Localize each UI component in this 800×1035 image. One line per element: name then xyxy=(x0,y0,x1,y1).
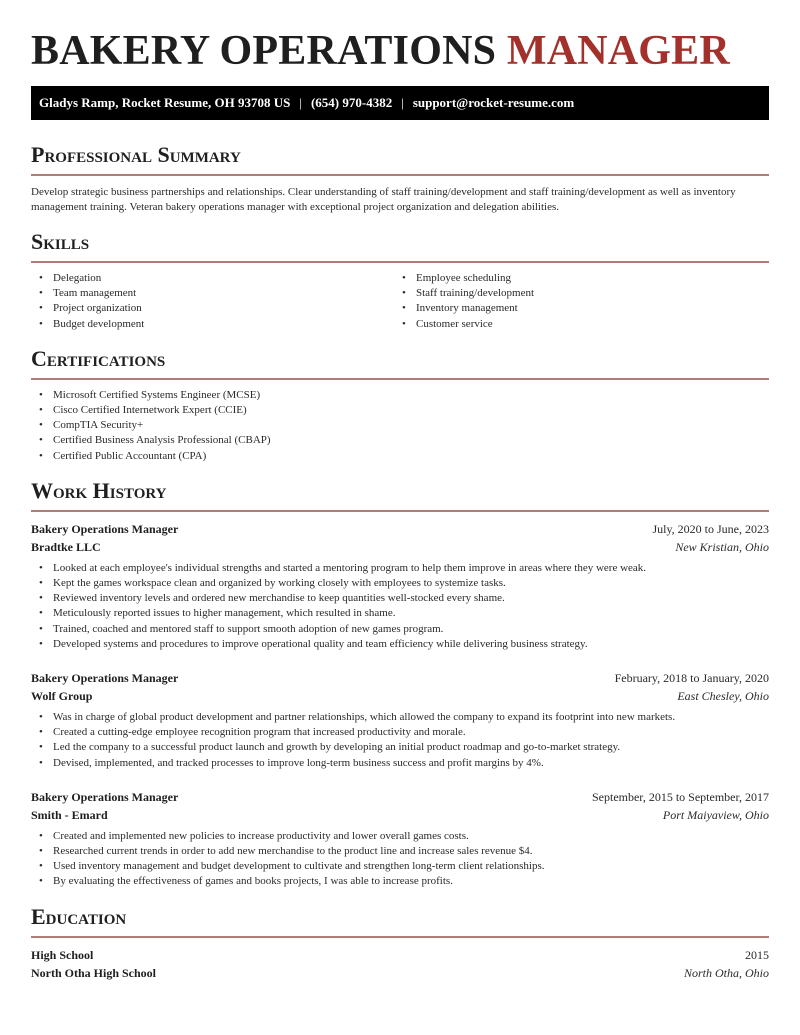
job-bullet: • Researched current trends in order to add new merchandise to the product line and increase sales revenue $4. xyxy=(31,844,769,859)
job-location: Port Maiyaview, Ohio xyxy=(662,807,769,822)
section-divider xyxy=(31,261,769,263)
job-dates: September, 2015 to September, 2017 xyxy=(591,789,769,804)
resume-title xyxy=(31,0,769,74)
skill-item: • Project organization xyxy=(31,301,394,316)
section-heading-skills: Skills xyxy=(31,229,90,254)
contact-separator: | xyxy=(401,95,404,110)
education-header-row xyxy=(31,946,769,964)
job-bullets xyxy=(31,710,769,771)
job-bullets xyxy=(31,829,769,890)
section-heading-certifications: Certifications xyxy=(31,345,166,371)
job-company-row xyxy=(31,806,769,824)
job-bullet: • Kept the games workspace clean and organized by working closely with employees to systemize tasks. xyxy=(31,576,769,591)
work-history-section xyxy=(31,478,769,890)
job-bullet: • Led the company to a successful product launch and growth by developing an initial product roadmap and go-to-market strategy. xyxy=(31,740,769,755)
education-location: North Otha, Ohio xyxy=(683,965,769,980)
section-divider xyxy=(31,378,769,380)
job-location: New Kristian, Ohio xyxy=(675,539,769,554)
education-section xyxy=(31,904,769,982)
certifications-list xyxy=(31,388,769,464)
job-entry xyxy=(31,788,769,890)
job-title: Bakery Operations Manager xyxy=(31,789,179,804)
job-bullet: • Created a cutting-edge employee recognition program that increased productivity and morale. xyxy=(31,725,769,740)
job-bullet: • Was in charge of global product development and partner relationships, which allowed the company to expand its footprint into new markets. xyxy=(31,710,769,725)
skill-item: • Inventory management xyxy=(394,301,757,316)
skills-right-column xyxy=(394,271,757,332)
education-degree: High School xyxy=(31,947,94,962)
job-dates: July, 2020 to June, 2023 xyxy=(652,521,769,536)
certification-item: • Certified Public Accountant (CPA) xyxy=(31,449,769,464)
job-title: Bakery Operations Manager xyxy=(31,671,179,686)
job-header-row xyxy=(31,520,769,538)
skill-item: • Employee scheduling xyxy=(394,271,757,286)
education-entry xyxy=(31,946,769,982)
skill-item: • Delegation xyxy=(31,271,394,286)
section-heading-summary: Professional Summary xyxy=(31,142,241,167)
contact-phone: (654) 970-4382 xyxy=(310,95,393,110)
job-bullet: • Trained, coached and mentored staff to support smooth adoption of new games program. xyxy=(31,622,769,637)
job-bullet: • Meticulously reported issues to higher management, which resulted in shame. xyxy=(31,606,769,621)
skills-left-column xyxy=(31,271,394,332)
education-school-row xyxy=(31,964,769,982)
section-divider xyxy=(31,510,769,512)
job-entry xyxy=(31,669,769,771)
skills-section xyxy=(31,229,769,332)
job-bullet: • Used inventory management and budget development to cultivate and strengthen long-term client relationships. xyxy=(31,859,769,874)
job-bullet: • Created and implemented new policies to increase productivity and lower overall games costs. xyxy=(31,829,769,844)
skills-columns xyxy=(31,271,769,332)
education-year: 2015 xyxy=(745,947,769,962)
job-company-row xyxy=(31,687,769,705)
job-company: Smith - Emard xyxy=(31,807,108,822)
job-bullet: • By evaluating the effectiveness of games and books projects, I was able to increase profits. xyxy=(31,874,769,889)
section-heading-education: Education xyxy=(31,903,127,929)
job-title: Bakery Operations Manager xyxy=(31,521,179,536)
skill-item: • Staff training/development xyxy=(394,286,757,301)
contact-bar xyxy=(31,86,769,120)
contact-separator: | xyxy=(299,95,302,110)
job-location: East Chesley, Ohio xyxy=(677,689,769,704)
job-header-row xyxy=(31,669,769,687)
skill-item: • Team management xyxy=(31,286,394,301)
job-company: Bradtke LLC xyxy=(31,539,101,554)
section-divider xyxy=(31,174,769,176)
education-school: North Otha High School xyxy=(31,965,157,980)
contact-email: support@rocket-resume.com xyxy=(412,95,575,110)
job-entry xyxy=(31,520,769,652)
certification-item: • CompTIA Security+ xyxy=(31,418,769,433)
job-bullet: • Looked at each employee's individual strengths and started a mentoring program to help them improve in areas where they were weak. xyxy=(31,561,769,576)
certification-item: • Microsoft Certified Systems Engineer (MCSE) xyxy=(31,388,769,403)
title-main: BAKERY OPERATIONS xyxy=(31,28,497,74)
job-company-row xyxy=(31,538,769,556)
section-heading-work-history: Work History xyxy=(31,477,167,503)
job-company: Wolf Group xyxy=(31,689,93,704)
skill-item: • Customer service xyxy=(394,317,757,332)
certifications-section xyxy=(31,346,769,464)
certification-item: • Certified Business Analysis Professional (CBAP) xyxy=(31,433,769,448)
job-bullet: • Devised, implemented, and tracked processes to improve long-term business success and profit margins by 4%. xyxy=(31,756,769,771)
title-accent: MANAGER xyxy=(506,28,730,74)
job-dates: February, 2018 to January, 2020 xyxy=(614,671,769,686)
summary-text: Develop strategic business partnerships and relationships. Clear understanding of staff training/development and staff training/development as well as inventory management training. Veteran bakery operations manager with exceptional project organization and delegation abilities. xyxy=(31,186,736,213)
skill-item: • Budget development xyxy=(31,317,394,332)
job-bullet: • Developed systems and procedures to improve operational quality and team efficiency while delivering business strategy. xyxy=(31,637,769,652)
job-header-row xyxy=(31,788,769,806)
certification-item: • Cisco Certified Internetwork Expert (CCIE) xyxy=(31,403,769,418)
summary-section xyxy=(31,142,769,215)
section-divider xyxy=(31,936,769,938)
job-bullet: • Reviewed inventory levels and ordered new merchandise to keep quantities well-stocked every shame. xyxy=(31,591,769,606)
job-bullets xyxy=(31,561,769,652)
contact-address: Gladys Ramp, Rocket Resume, OH 93708 US xyxy=(39,95,291,110)
